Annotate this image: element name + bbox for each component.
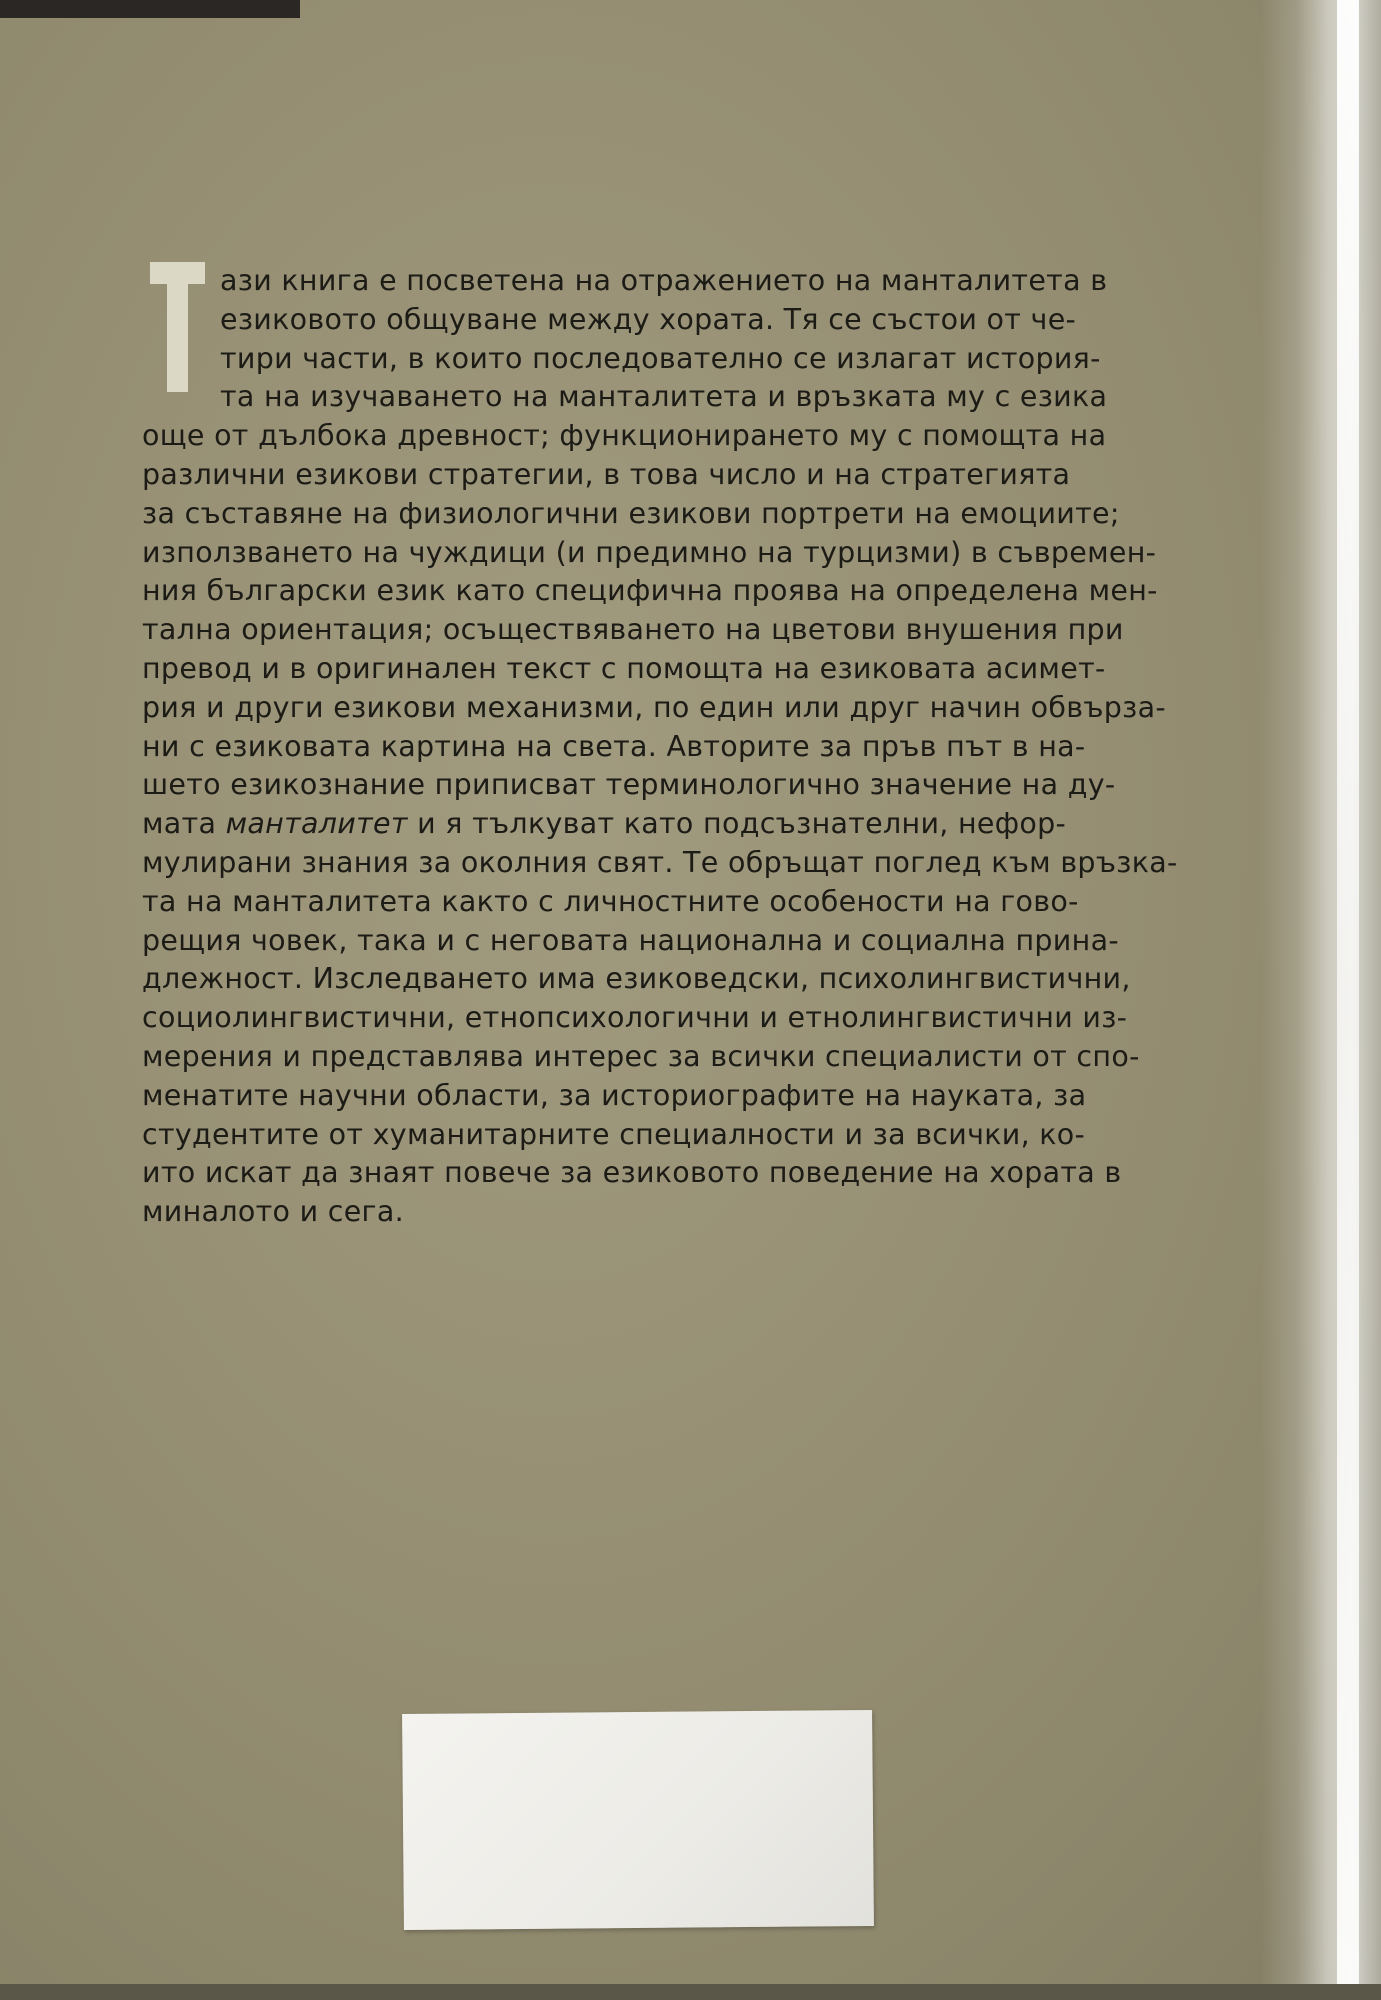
- plastic-wrap-glare: [1261, 0, 1381, 2000]
- blurb-line: още от дълбока древност; функционирането му с помощта на: [142, 419, 1107, 453]
- blurb-line: ни с езиковата картина на света. Авторите за пръв път в на-: [142, 729, 1086, 763]
- blurb-line: тална ориентация; осъществяването на цветови внушения при: [142, 613, 1124, 647]
- italic-term: манталитет: [225, 807, 408, 841]
- blurb-line: ази книга е посветена на отражението на манталитета в: [220, 264, 1108, 297]
- cover-bottom-edge: [0, 1984, 1381, 2000]
- blurb-line: езиковото общуване между хората. Тя се състои от че-: [220, 302, 1077, 336]
- blurb-line: мулирани знания за околния свят. Те обръщат поглед към връзка-: [142, 845, 1178, 879]
- blurb-line: [142, 805, 1240, 844]
- blurb-line: рещия човек, така и с неговата национална и социална прина-: [142, 923, 1119, 957]
- blurb-line: за съставяне на физиологични езикови портрети на емоциите;: [142, 496, 1120, 530]
- blurb-line: използването на чуждици (и предимно на турцизми) в съвремен-: [142, 535, 1157, 569]
- blurb-line: та на манталитета както с личностните особености на гово-: [142, 884, 1079, 918]
- dark-corner: [0, 0, 300, 18]
- blurb-line: шето езикознание приписват терминологично значение на ду-: [142, 768, 1116, 802]
- blurb-line: длежност. Изследването има езиковедски, психолингвистични,: [142, 962, 1131, 996]
- blurb-line: ито искат да знаят повече за езиковото поведение на хората в: [142, 1156, 1122, 1190]
- blurb-line: ния български език като специфична проява на определена мен-: [142, 574, 1158, 608]
- blurb-line: менатите научни области, за историографите на науката, за: [142, 1078, 1087, 1112]
- blurb-line: превод и в оригинален текст с помощта на езиковата асимет-: [142, 651, 1106, 685]
- blurb-line: тири части, в които последователно се излагат история-: [220, 341, 1101, 375]
- back-cover-blurb: [142, 262, 1240, 1232]
- blank-sticker-label: [402, 1710, 874, 1930]
- blurb-line: та на изучаването на манталитета и връзката му с езика: [220, 380, 1108, 414]
- blurb-line: различни езикови стратегии, в това число и на стратегията: [142, 457, 1071, 491]
- blurb-line: мерения и представлява интерес за всички специалисти от спо-: [142, 1039, 1140, 1073]
- blurb-line: социолингвистични, етнопсихологични и етнолингвистични из-: [142, 1001, 1128, 1035]
- blurb-line: рия и други езикови механизми, по един или друг начин обвърза-: [142, 690, 1166, 724]
- blurb-fragment: мата: [142, 807, 226, 841]
- blurb-line: студентите от хуманитарните специалности и за всички, ко-: [142, 1117, 1086, 1151]
- blurb-line: миналото и сега.: [142, 1195, 404, 1229]
- glare-streak: [1337, 0, 1359, 2000]
- blurb-fragment: и я тълкуват като подсъзнателни, нефор-: [407, 807, 1067, 841]
